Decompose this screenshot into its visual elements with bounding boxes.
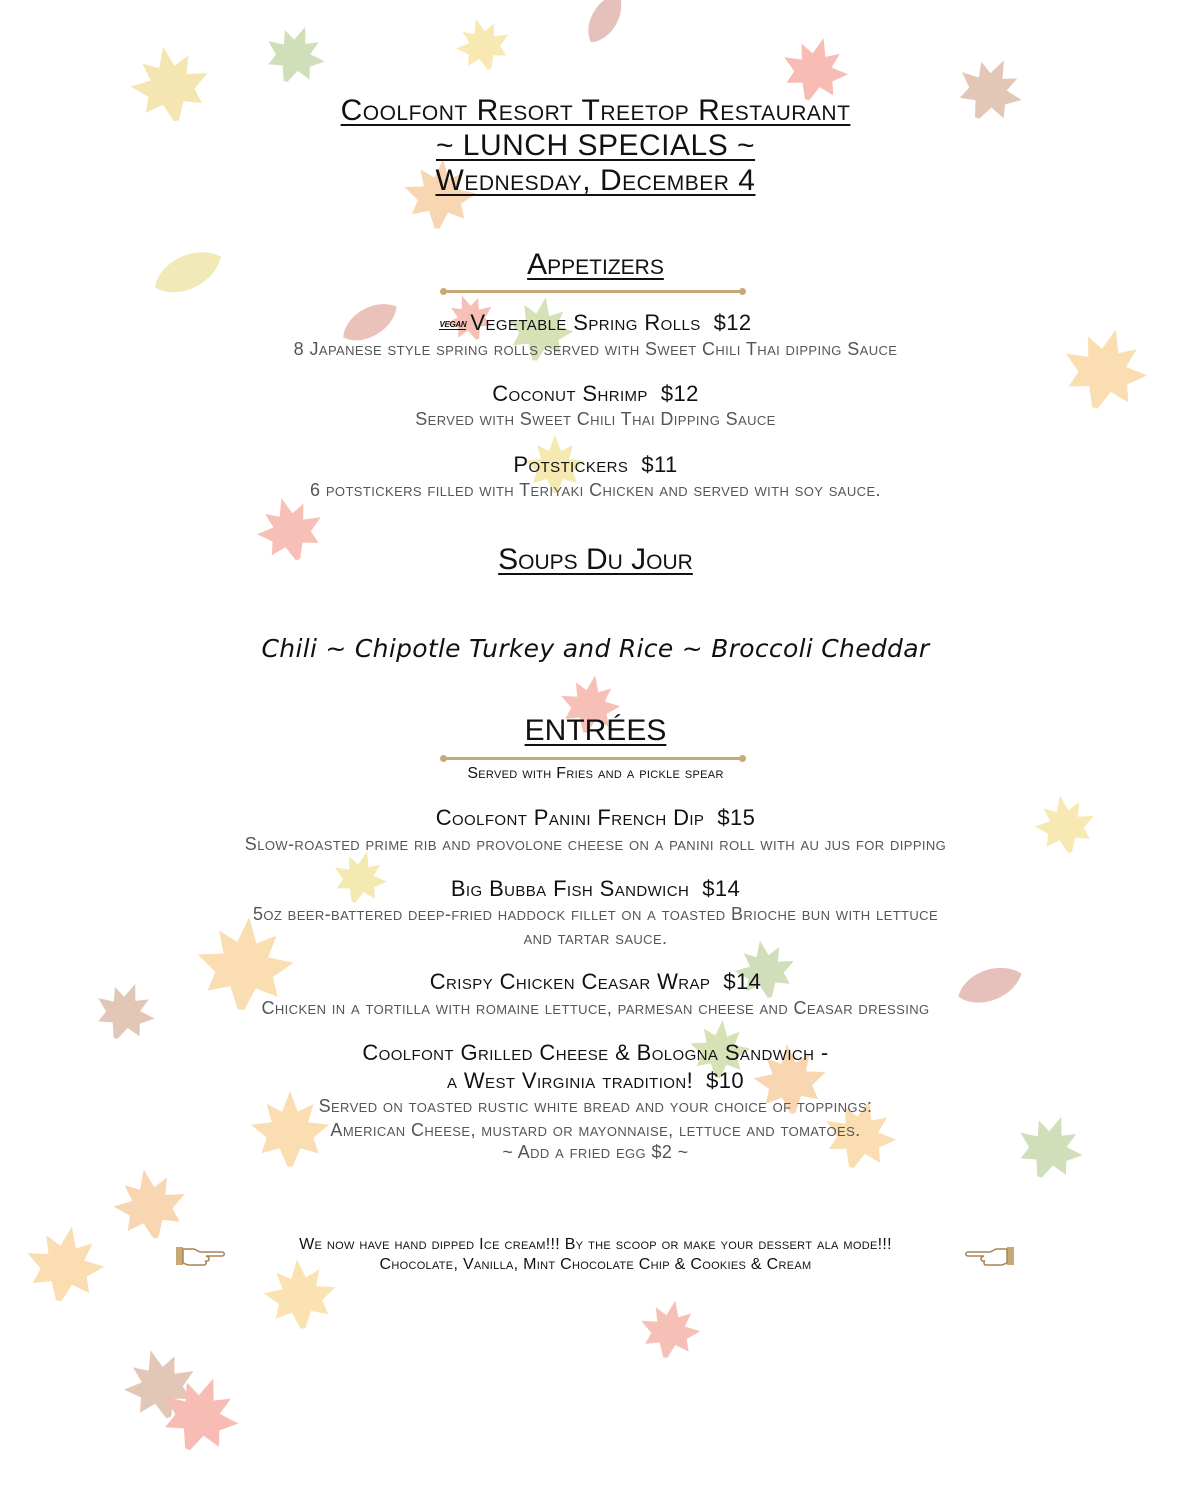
entree-item-name: Coolfont Grilled Cheese & Bologna Sandwich - xyxy=(362,1040,829,1065)
entree-item-name: Big Bubba Fish Sandwich $14 xyxy=(450,876,741,901)
ice-cream-announcement: We now have hand dipped Ice cream!!! By the scoop or make your dessert ala mode!!! xyxy=(299,1236,892,1253)
menu-subtitle: ~ LUNCH SPECIALS ~ xyxy=(435,129,756,162)
entrees-heading: ENTRÉES xyxy=(524,714,667,747)
appetizer-item-name: VEGAN Vegetable Spring Rolls $12 xyxy=(439,310,752,335)
entree-item-description: Chicken in a tortilla with romaine lettuce, parmesan cheese and Ceasar dressing xyxy=(261,998,930,1018)
entrees-divider xyxy=(443,757,743,760)
entree-item-description: Served on toasted rustic white bread and your choice of toppings: xyxy=(318,1096,873,1116)
restaurant-title: Coolfont Resort Treetop Restaurant xyxy=(340,94,851,127)
ice-cream-flavors: Chocolate, Vanilla, Mint Chocolate Chip & Cookies & Cream xyxy=(379,1256,812,1273)
appetizer-item-description: 6 potstickers filled with Teriyaki Chicken and served with soy sauce. xyxy=(310,480,881,500)
entree-item-name: Coolfont Panini French Dip $15 xyxy=(435,805,756,830)
appetizer-item-name: Coconut Shrimp $12 xyxy=(492,381,699,406)
appetizers-divider xyxy=(443,290,743,293)
appetizers-heading: Appetizers xyxy=(527,248,664,281)
appetizer-item-description: Served with Sweet Chili Thai Dipping Sauce xyxy=(415,409,776,429)
soups-heading: Soups Du Jour xyxy=(498,543,693,576)
vegan-badge-icon: VEGAN xyxy=(439,320,467,329)
entree-item-description: American Cheese, mustard or mayonnaise, lettuce and tomatoes. xyxy=(330,1120,861,1140)
entree-item-name: a West Virginia tradition! $10 xyxy=(446,1068,745,1093)
pointing-hand-icon xyxy=(964,1243,1016,1269)
appetizer-item-name: Potstickers $11 xyxy=(513,452,678,477)
entree-item-addon: ~ Add a fried egg $2 ~ xyxy=(502,1142,689,1162)
soups-list: Chili ~ Chipotle Turkey and Rice ~ Broccoli Cheddar xyxy=(261,634,930,663)
entree-item-name: Crispy Chicken Ceasar Wrap $14 xyxy=(429,969,762,994)
entree-item-description: 5oz beer-battered deep-fried haddock fillet on a toasted Brioche bun with lettuce xyxy=(252,904,939,924)
entrees-note: Served with Fries and a pickle spear xyxy=(467,765,724,782)
appetizer-item-description: 8 Japanese style spring rolls served with Sweet Chili Thai dipping Sauce xyxy=(293,339,898,359)
entree-item-description: Slow-roasted prime rib and provolone cheese on a panini roll with au jus for dipping xyxy=(244,834,947,854)
menu-date: Wednesday, December 4 xyxy=(435,164,756,197)
entree-item-description: and tartar sauce. xyxy=(523,928,668,948)
